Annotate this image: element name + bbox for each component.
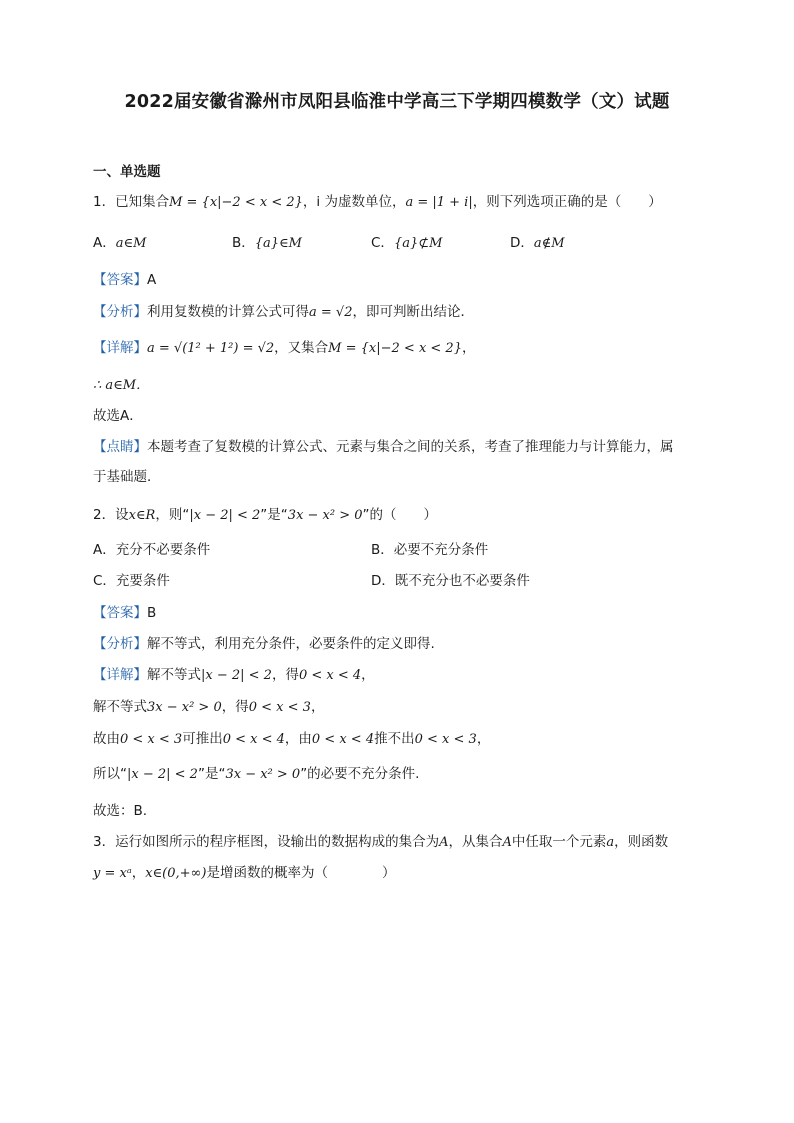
q2-option-b: B．必要不充分条件	[371, 542, 489, 558]
q1-option-b: B．{a}∈M	[232, 235, 302, 251]
q2-option-c: C．充要条件	[93, 573, 170, 589]
q1-comment: 【点睛】本题考查了复数模的计算公式、元素与集合之间的关系，考查了推理能力与计算能力，属	[93, 439, 674, 455]
section-heading: 一、单选题	[93, 164, 161, 180]
q1-choose: 故选A．	[93, 408, 143, 424]
q1-detail: 【详解】a = √(1² + 1²) = √2，又集合M = {x|−2 < x < 2}，	[93, 340, 476, 356]
q1-set-m: M = {x|−2 < x < 2}	[169, 195, 303, 210]
q1-answer: 【答案】A	[93, 272, 157, 288]
q2-option-a: A．充分不必要条件	[93, 542, 211, 558]
q3-stem-line2: y = xᵃ，x∈(0,+∞)是增函数的概率为（ ）	[93, 865, 396, 881]
q2-option-d: D．既不充分也不必要条件	[371, 573, 530, 589]
q1-option-a: A．a∈M	[93, 235, 147, 251]
q1-comment-cont: 于基础题．	[93, 469, 161, 485]
q1-stem: 1．已知集合M = {x|−2 < x < 2}，i 为虚数单位，a = |1 + i|，则下列选项正确的是（ ）	[93, 194, 662, 210]
q1-analysis: 【分析】利用复数模的计算公式可得a = √2，即可判断出结论．	[93, 304, 474, 320]
q2-analysis: 【分析】解不等式，利用充分条件，必要条件的定义即得.	[93, 636, 435, 652]
q2-choose: 故选：B.	[93, 803, 148, 819]
q3-stem-line1: 3．运行如图所示的程序框图，设输出的数据构成的集合为A，从集合A中任取一个元素a，则函数	[93, 834, 669, 850]
page-title: 2022届安徽省滁州市凤阳县临淮中学高三下学期四模数学（文）试题	[124, 92, 670, 112]
q1-option-d: D．a∉M	[510, 235, 565, 251]
q1-a-def: a = |1 + i|	[405, 195, 473, 210]
q1-option-c: C．{a}⊄M	[371, 235, 443, 251]
q2-answer: 【答案】B	[93, 605, 157, 621]
q2-stem: 2．设x∈R，则“|x − 2| < 2”是“3x − x² > 0”的（ ）	[93, 507, 438, 523]
q2-detail-4: 所以“|x − 2| < 2”是“3x − x² > 0”的必要不充分条件.	[93, 766, 420, 782]
q1-therefore: ∴ a∈M．	[93, 378, 150, 393]
q2-detail-3: 故由0 < x < 3可推出0 < x < 4，由0 < x < 4推不出0 < x < 3，	[93, 731, 491, 747]
q2-detail-2: 解不等式3x − x² > 0，得0 < x < 3，	[93, 699, 325, 715]
q2-detail-1: 【详解】解不等式|x − 2| < 2，得0 < x < 4，	[93, 667, 375, 683]
